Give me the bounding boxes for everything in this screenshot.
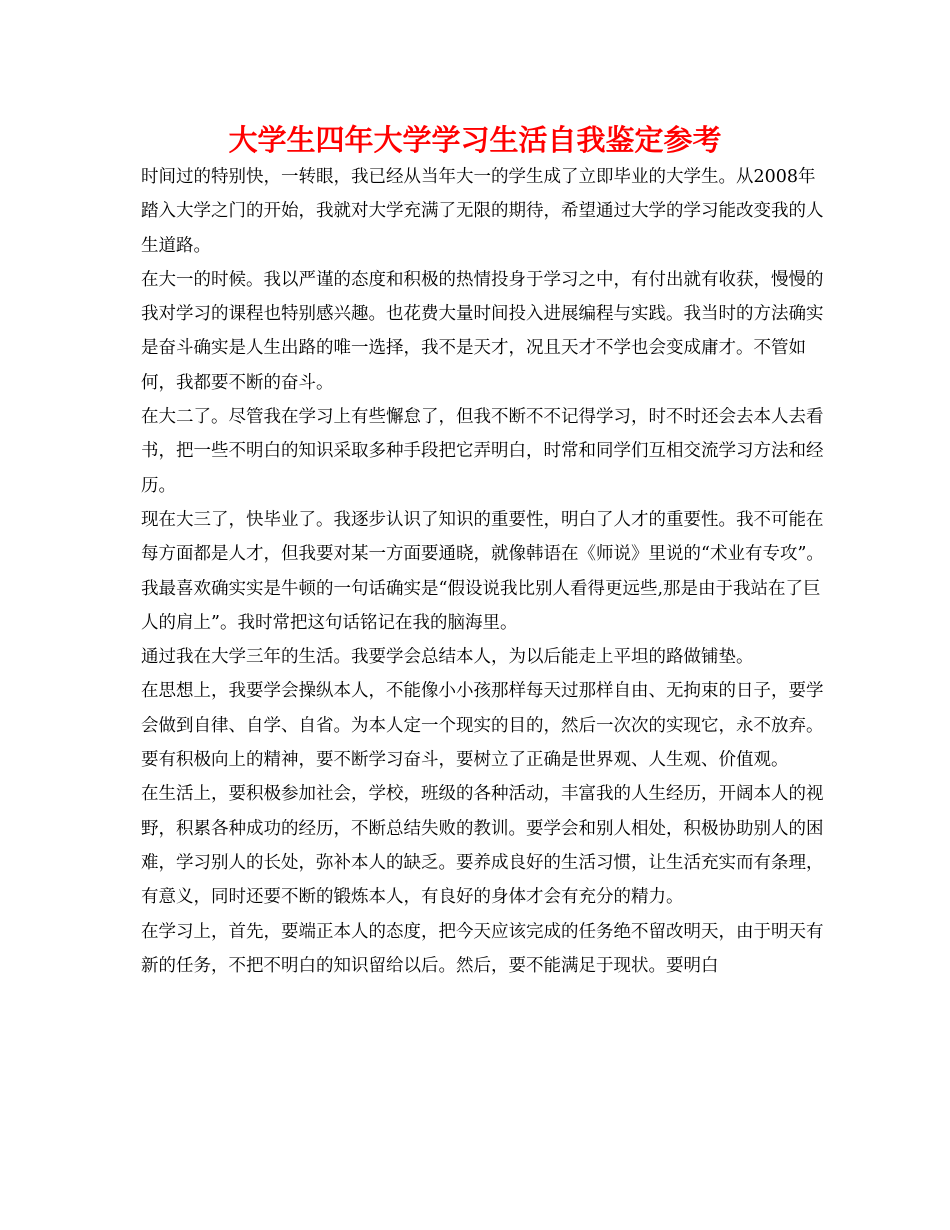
paragraph: 现在大三了，快毕业了。我逐步认识了知识的重要性，明白了人才的重要性。我不可能在每方面都是人才，但我要对某一方面要通晓，就像韩语在《师说》里说的“术业有专攻”。 — [141, 509, 824, 565]
paragraph: 在生活上，要积极参加社会，学校，班级的各种活动，丰富我的人生经历，开阔本人的视野，积累各种成功的经历，不断总结失败的教训。要学会和别人相处，积极协助别人的困难，学习别人的长处，弥补本人的缺乏。要养成良好的生活习惯，让生活充实而有条理，有意义，同时还要不断的锻炼本人，有良好的身体才会有充分的精力。 — [141, 784, 824, 908]
paragraph: 要有积极向上的精神，要不断学习奋斗，要树立了正确是世界观、人生观、价值观。 — [141, 750, 789, 771]
paragraph: 通过我在大学三年的生活。我要学会总结本人，为以后能走上平坦的路做铺垫。 — [141, 647, 754, 668]
paragraph: 我最喜欢确实实是牛顿的一句话确实是“假设说我比别人看得更远些,那是由于我站在了巨人的肩上”。我时常把这句话铭记在我的脑海里。 — [141, 578, 821, 633]
document-body — [141, 160, 831, 983]
paragraph: 在思想上，我要学会操纵本人，不能像小小孩那样每天过那样自由、无拘束的日子，要学会做到自律、自学、自省。为本人定一个现实的目的，然后一次次的实现它，永不放弃。 — [141, 681, 824, 736]
paragraph: 在大二了。尽管我在学习上有些懈怠了，但我不断不不记得学习，时不时还会去本人去看书，把一些不明白的知识采取多种手段把它弄明白，时常和同学们互相交流学习方法和经历。 — [141, 407, 824, 496]
paragraph: 在学习上，首先，要端正本人的态度，把今天应该完成的任务绝不留改明天，由于明天有新的任务，不把不明白的知识留给以后。然后，要不能满足于现状。要明白 — [141, 921, 824, 976]
paragraph: 时间过的特别快，一转眼，我已经从当年大一的学生成了立即毕业的大学生。从2008年踏入大学之门的开始，我就对大学充满了无限的期待，希望通过大学的学习能改变我的人生道路。 — [141, 167, 824, 256]
paragraph: 在大一的时候。我以严谨的态度和积极的热情投身于学习之中，有付出就有收获，慢慢的我对学习的课程也特别感兴趣。也花费大量时间投入进展编程与实践。我当时的方法确实是奋斗确实是人生出路的唯一选择，我不是天才，况且天才不学也会变成庸才。不管如何，我都要不断的奋斗。 — [141, 269, 824, 393]
document-title: 大学生四年大学学习生活自我鉴定参考 — [228, 123, 722, 157]
